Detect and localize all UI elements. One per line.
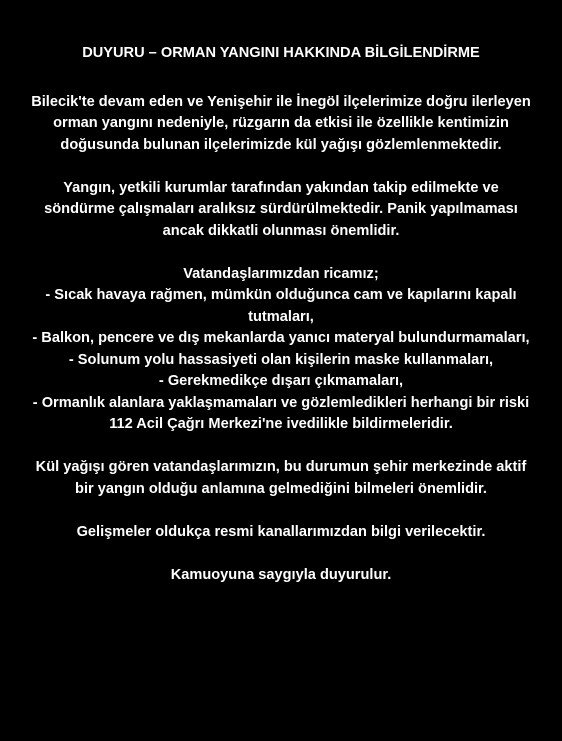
paragraph-updates: Gelişmeler oldukça resmi kanallarımızdan bilgi verilecektir.	[76, 523, 486, 540]
request-item-stay-inside: - Gerekmedikçe dışarı çıkmamaları,	[158, 373, 404, 389]
request-item-windows: - Sıcak havaya rağmen, mümkün olduğunca cam ve kapılarını kapalı tutmaları,	[45, 287, 517, 325]
request-intro: Vatandaşlarımızdan ricamız;	[183, 265, 379, 282]
paragraph-fire-status: Yangın, yetkili kurumlar tarafından yakından takip edilmekte ve söndürme çalışmaları aralıksız sürdürülmektedir. Panik yapılmaması ancak dikkatli olunması önemlidir.	[44, 179, 518, 239]
announcement-title: DUYURU – ORMAN YANGINI HAKKINDA BİLGİLENDİRME	[82, 45, 480, 61]
request-item-report-risk: - Ormanlık alanlara yaklaşmamaları ve gözlemledikleri herhangi bir riski 112 Acil Çağrı Merkezi'ne ivedilikle bildirmeleridir.	[32, 394, 530, 432]
request-item-flammables: - Balkon, pencere ve dış mekanlarda yanıcı materyal bulundurmamaları,	[32, 330, 530, 346]
request-list	[30, 285, 532, 436]
request-item-masks: - Solunum yolu hassasiyeti olan kişilerin maske kullanmaları,	[68, 351, 494, 368]
paragraph-ash-fall: Bilecik'te devam eden ve Yenişehir ile İnegöl ilçelerimize doğru ilerleyen orman yangını nedeniyle, rüzgarın da etkisi ile özellikle kentimizin doğusunda bulunan ilçelerimizde kül yağışı gözlemlenmektedir.	[31, 93, 531, 153]
announcement-closing: Kamuoyuna saygıyla duyurulur.	[170, 566, 392, 583]
paragraph-no-active-fire: Kül yağışı gören vatandaşlarımızın, bu durumun şehir merkezinde aktif bir yangın olduğu anlamına gelmediğini bilmeleri önemlidir.	[35, 459, 527, 497]
